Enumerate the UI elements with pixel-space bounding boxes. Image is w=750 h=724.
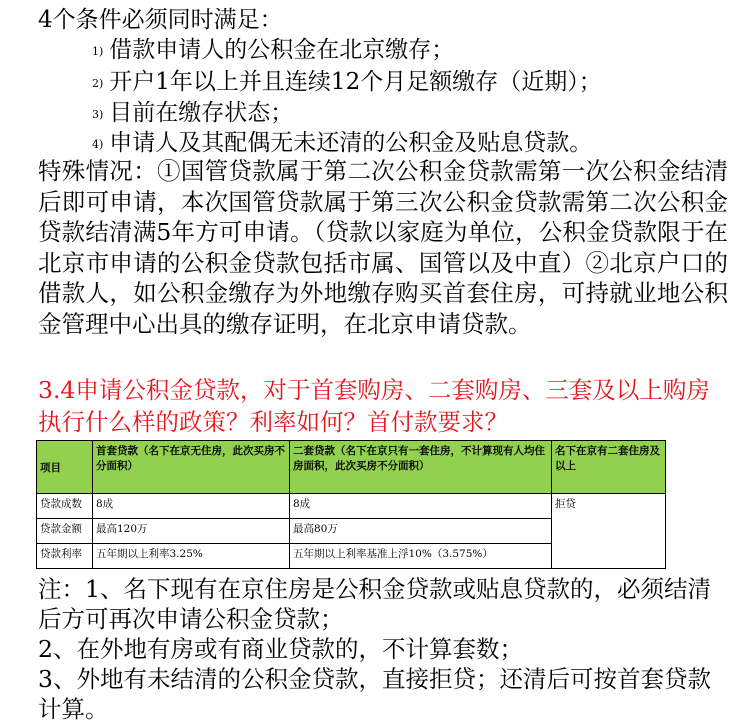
header-item: 项目 bbox=[37, 441, 93, 494]
note-item: 2、在外地有房或有商业贷款的，不计算套数； bbox=[38, 635, 523, 663]
header-first-loan: 首套贷款（名下在京无住房，此次买房不分面积） bbox=[93, 441, 290, 494]
cell-refuse: 拒贷 bbox=[552, 494, 666, 569]
condition-item bbox=[92, 99, 293, 129]
note-item: 3、外地有未结清的公积金贷款，直接拒贷；还清后可按首套贷款计算。 bbox=[38, 665, 711, 723]
special-cases-paragraph: 特殊情况：①国管贷款属于第二次公积金贷款需第一次公积金结清后即可申请，本次国管贷款属于第三次公积金贷款需第二次公积金贷款结清满5年方可申请。（贷款以家庭为单位，公积金贷款限于在北京市申请的公积金贷款包括市属、国管以及中直）②北京户口的借款人，如公积金缴存为外地缴存购买首套住房，可持就业地公积金管理中心出具的缴存证明，在北京申请贷款。 bbox=[38, 157, 728, 338]
note-item: 注：1、名下现有在京住房是公积金贷款或贴息贷款的，必须结清后方可再次申请公积金贷款； bbox=[38, 575, 711, 633]
condition-number: 2) bbox=[92, 77, 104, 90]
header-second-loan: 二套贷款（名下在京只有一套住房，不计算现有人均住房面积，此次买房不分面积） bbox=[290, 441, 552, 494]
condition-text: 目前在缴存状态； bbox=[109, 100, 294, 126]
row-label: 贷款利率 bbox=[37, 544, 93, 569]
cell-second: 五年期以上利率基准上浮10%（3.575%） bbox=[290, 544, 552, 569]
table-header-row bbox=[37, 441, 666, 494]
header-third-loan: 名下在京有二套住房及以上 bbox=[552, 441, 666, 494]
condition-item bbox=[92, 129, 592, 159]
section-heading: 3.4申请公积金贷款，对于首套购房、二套购房、三套及以上购房执行什么样的政策？利率如何？首付款要求？ bbox=[38, 376, 710, 436]
cell-first: 最高120万 bbox=[93, 519, 290, 544]
cell-first: 五年期以上利率3.25% bbox=[93, 544, 290, 569]
condition-item bbox=[92, 36, 454, 66]
cell-second: 最高80万 bbox=[290, 519, 552, 544]
conditions-intro: 4个条件必须同时满足： bbox=[38, 7, 283, 33]
condition-text: 开户1年以上并且连续12个月足额缴存（近期）； bbox=[109, 69, 602, 95]
cell-first: 8成 bbox=[93, 494, 290, 519]
row-label: 贷款金额 bbox=[37, 519, 93, 544]
cell-second: 8成 bbox=[290, 494, 552, 519]
condition-text: 申请人及其配偶无未还清的公积金及贴息贷款。 bbox=[109, 130, 593, 156]
condition-number: 3) bbox=[92, 108, 104, 121]
notes-section bbox=[38, 574, 728, 724]
condition-item bbox=[92, 68, 602, 98]
condition-text: 借款申请人的公积金在北京缴存； bbox=[109, 37, 455, 63]
loan-policy-table bbox=[36, 440, 666, 569]
table-row bbox=[37, 494, 666, 519]
condition-number: 4) bbox=[92, 138, 104, 151]
condition-number: 1) bbox=[92, 45, 104, 58]
row-label: 贷款成数 bbox=[37, 494, 93, 519]
